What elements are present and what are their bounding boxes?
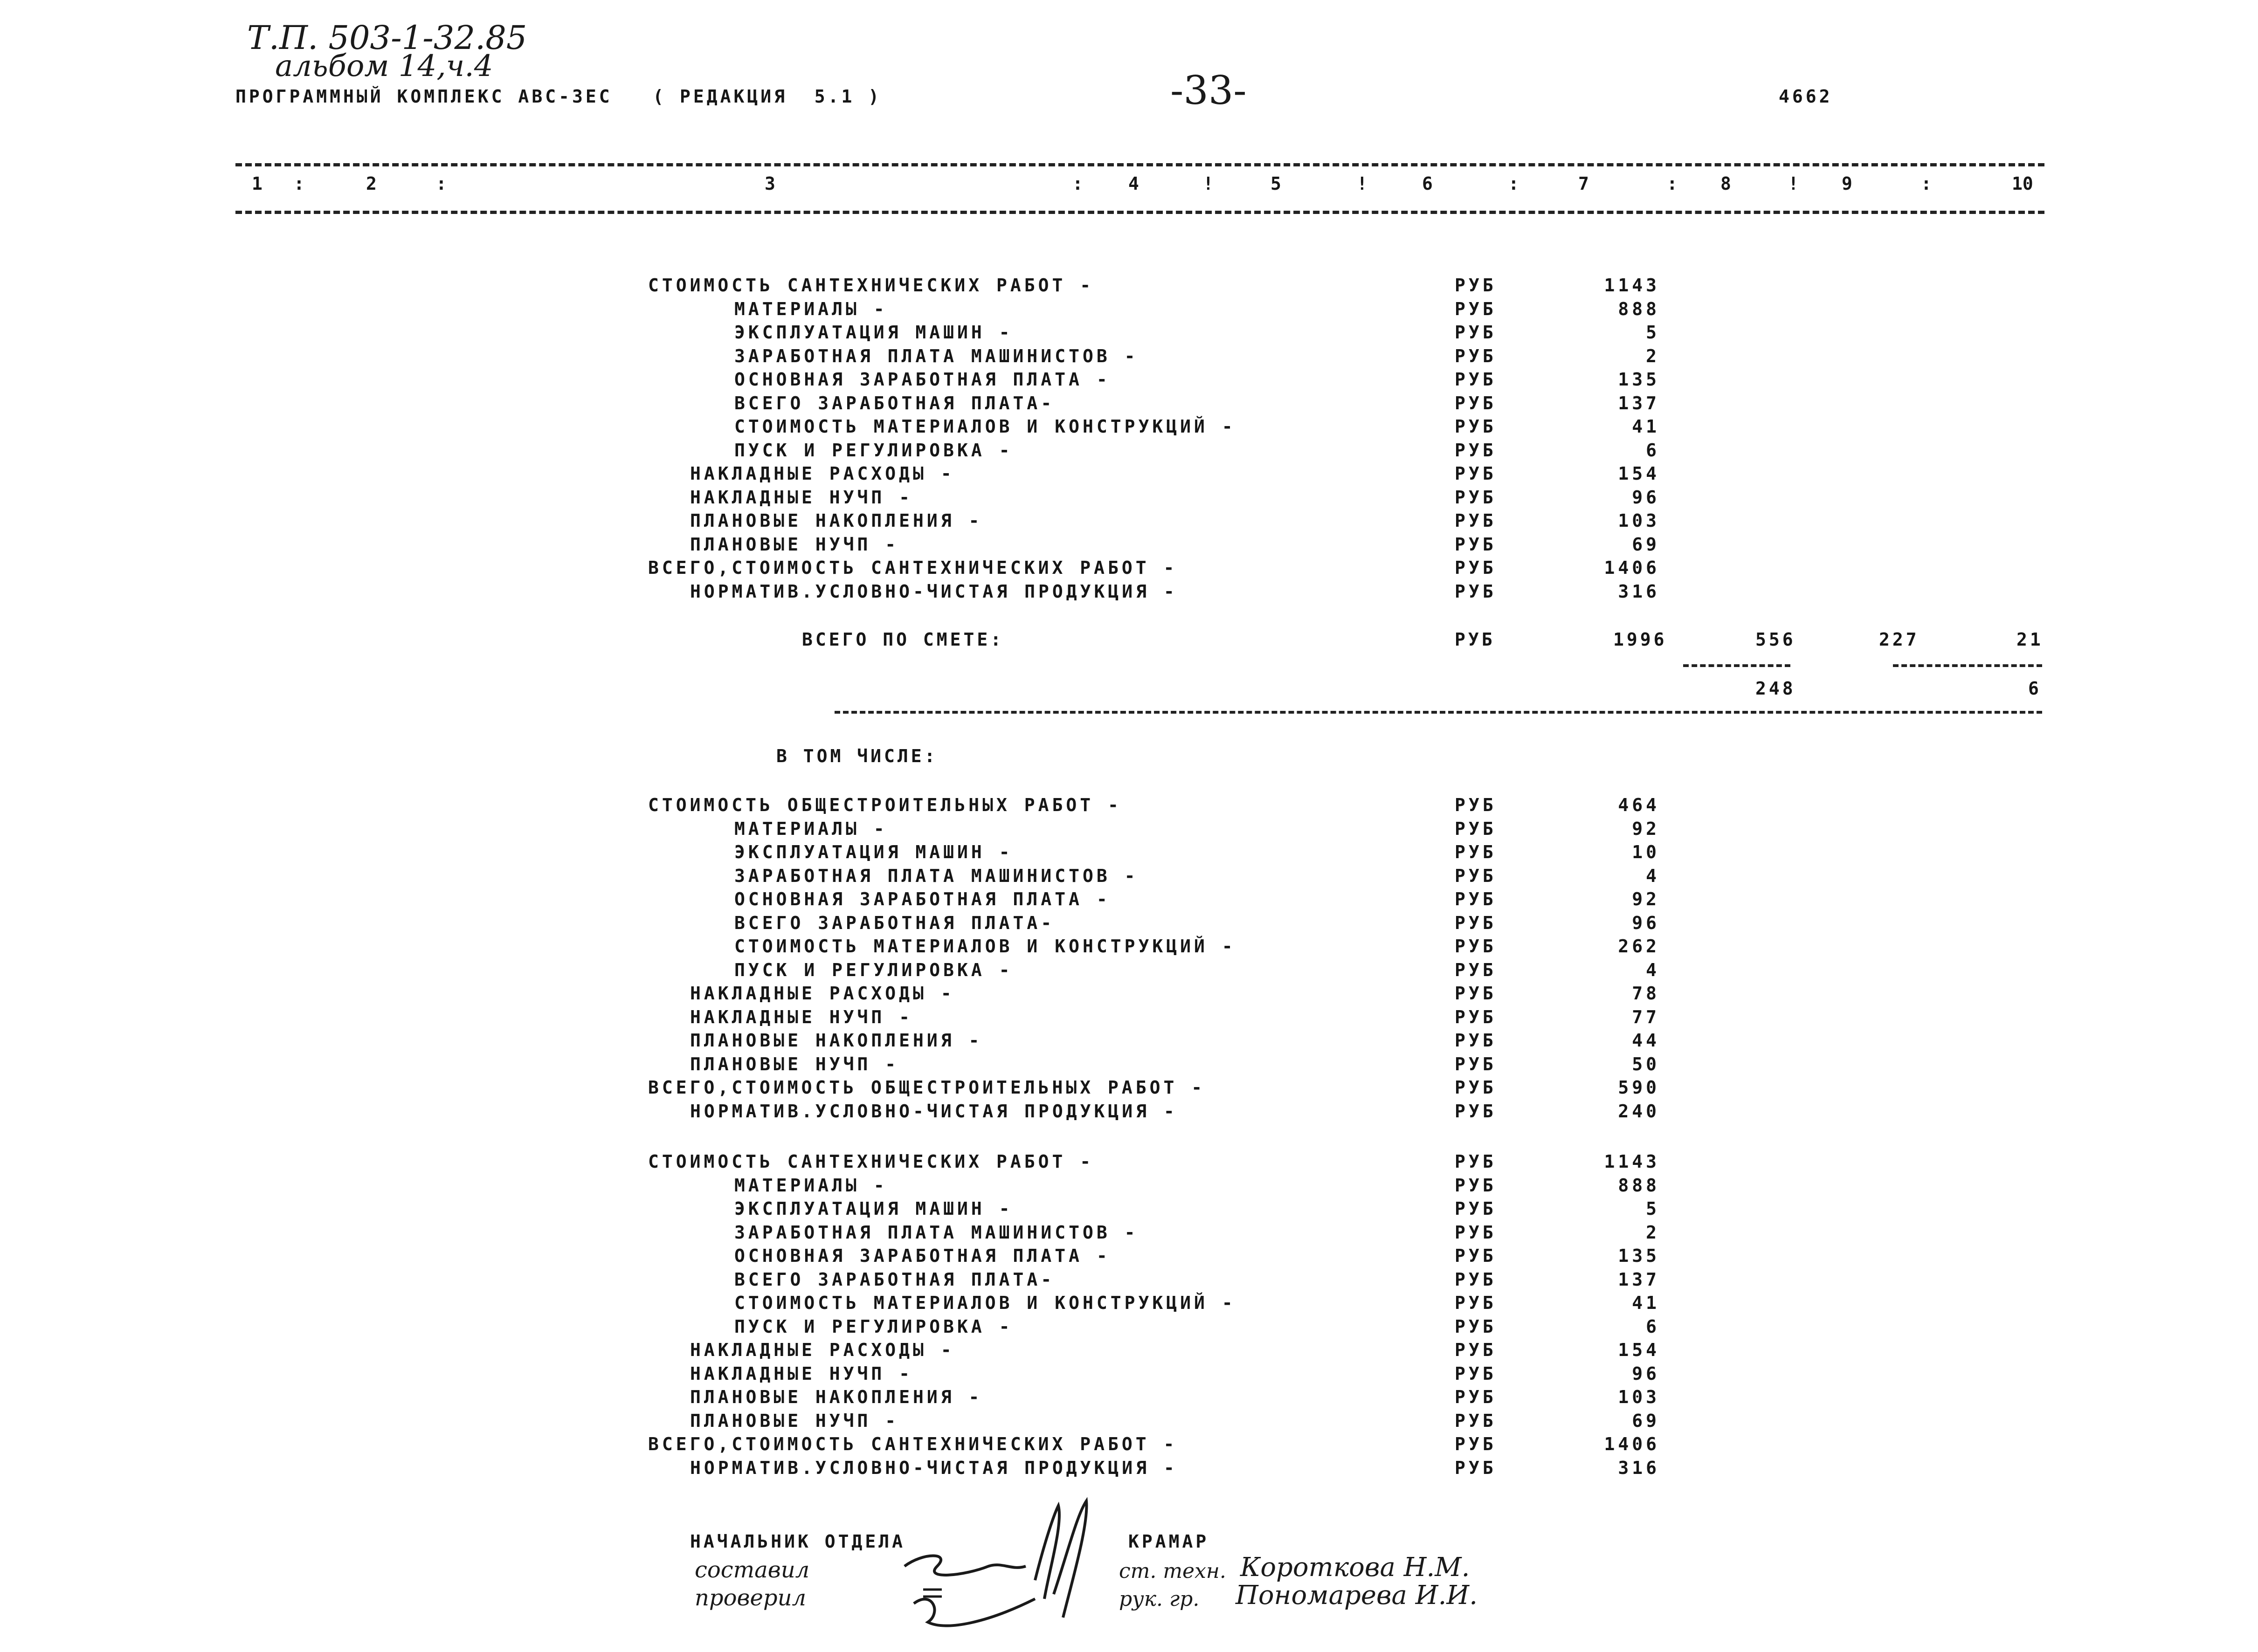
row-value: 590 <box>1618 1077 1660 1098</box>
row-value: 135 <box>1618 1246 1660 1266</box>
col-sep: : <box>436 173 447 194</box>
row-unit: РУБ <box>1455 795 1497 815</box>
row-value: 888 <box>1618 1175 1660 1196</box>
row-unit: РУБ <box>1455 983 1497 1004</box>
row-label: НАКЛАДНЫЕ РАСХОДЫ - <box>690 1340 955 1360</box>
row-unit: РУБ <box>1455 392 1497 413</box>
row-value: 262 <box>1618 936 1660 957</box>
row-value: 1143 <box>1604 275 1660 296</box>
row-label: СТОИМОСТЬ САНТЕХНИЧЕСКИХ РАБОТ - <box>648 275 1094 296</box>
row-value: 69 <box>1632 1410 1660 1431</box>
col-4: 4 <box>1128 173 1139 194</box>
row-label: ЗАРАБОТНАЯ ПЛАТА МАШИНИСТОВ - <box>734 345 1139 366</box>
row-value: 2 <box>1646 1222 1660 1243</box>
row-unit: РУБ <box>1455 1151 1497 1172</box>
row-label: ЗАРАБОТНАЯ ПЛАТА МАШИНИСТОВ - <box>734 1222 1139 1243</box>
handwritten-doc-code: Т.П. 503-1-32.85 <box>247 19 527 57</box>
row-value: 10 <box>1632 842 1660 862</box>
row-label: НАКЛАДНЫЕ РАСХОДЫ - <box>690 983 955 1004</box>
table-row <box>648 1411 1674 1434</box>
row-label: ВСЕГО ЗАРАБОТНАЯ ПЛАТА- <box>734 392 1055 413</box>
row-label: НОРМАТИВ.УСЛОВНО-ЧИСТАЯ ПРОДУКЦИЯ - <box>690 1101 1178 1122</box>
row-label: НАКЛАДНЫЕ РАСХОДЫ - <box>690 463 955 484</box>
row-value: 316 <box>1618 1457 1660 1478</box>
program-title: ПРОГРАММНЫЙ КОМПЛЕКС АВС-3ЕС ( РЕДАКЦИЯ 5.1 ) <box>235 86 882 107</box>
row-label: ПЛАНОВЫЕ НАКОПЛЕНИЯ - <box>690 1030 983 1051</box>
row-unit: РУБ <box>1455 345 1497 366</box>
page-number: -33- <box>1170 68 1247 113</box>
row-label: ЭКСПЛУАТАЦИЯ МАШИН - <box>734 842 1013 862</box>
total-col7: 1996 <box>1613 629 1667 650</box>
row-label: НАКЛАДНЫЕ НУЧП - <box>690 1363 913 1384</box>
table-row <box>648 369 1674 392</box>
row-unit: РУБ <box>1455 581 1497 602</box>
row-unit: РУБ <box>1455 1340 1497 1360</box>
table-row <box>648 1293 1674 1316</box>
row-value: 1406 <box>1604 558 1660 578</box>
row-unit: РУБ <box>1455 1053 1497 1074</box>
table-row <box>648 913 1674 936</box>
row-value: 96 <box>1632 487 1660 508</box>
row-value: 137 <box>1618 1269 1660 1290</box>
row-unit: РУБ <box>1455 865 1497 886</box>
row-unit: РУБ <box>1455 1363 1497 1384</box>
table-row <box>648 1101 1674 1124</box>
table-row <box>648 393 1674 416</box>
table-row <box>648 346 1674 369</box>
row-unit: РУБ <box>1455 1006 1497 1027</box>
row-value: 5 <box>1646 322 1660 343</box>
col-5: 5 <box>1271 173 1281 194</box>
col-sep: ! <box>1203 173 1214 194</box>
checked-role: рук. гр. <box>1119 1587 1200 1611</box>
table-row <box>648 960 1674 983</box>
table-row <box>648 534 1674 558</box>
col-sep: : <box>1667 173 1678 194</box>
handwritten-signature <box>895 1496 1119 1636</box>
row-label: СТОИМОСТЬ ОБЩЕСТРОИТЕЛЬНЫХ РАБОТ - <box>648 795 1122 815</box>
total-col9: 227 <box>1879 629 1920 650</box>
row-unit: РУБ <box>1455 1316 1497 1337</box>
table-row <box>648 936 1674 959</box>
total-unit: РУБ <box>1455 629 1495 650</box>
total-col8-sub: 248 <box>1755 678 1796 699</box>
sub-rule-col8 <box>1683 664 1790 667</box>
row-value: 77 <box>1632 1006 1660 1027</box>
row-value: 78 <box>1632 983 1660 1004</box>
header-rule-top <box>235 163 2044 166</box>
row-unit: РУБ <box>1455 440 1497 461</box>
total-col10: 21 <box>2016 629 2044 650</box>
header-rule-bottom <box>235 211 2044 214</box>
row-label: ПУСК И РЕГУЛИРОВКА - <box>734 1316 1013 1337</box>
col-3: 3 <box>765 173 775 194</box>
table-row <box>648 581 1674 605</box>
row-label: НАКЛАДНЫЕ НУЧП - <box>690 1006 913 1027</box>
row-label: ОСНОВНАЯ ЗАРАБОТНАЯ ПЛАТА - <box>734 889 1111 909</box>
head-title: НАЧАЛЬНИК ОТДЕЛА <box>690 1531 906 1552</box>
row-unit: РУБ <box>1455 534 1497 555</box>
row-unit: РУБ <box>1455 298 1497 319</box>
row-label: НОРМАТИВ.УСЛОВНО-ЧИСТАЯ ПРОДУКЦИЯ - <box>690 1457 1178 1478</box>
row-value: 2 <box>1646 345 1660 366</box>
row-value: 92 <box>1632 818 1660 839</box>
row-label: СТОИМОСТЬ МАТЕРИАЛОВ И КОНСТРУКЦИЙ - <box>734 416 1236 437</box>
row-unit: РУБ <box>1455 959 1497 980</box>
table-row <box>648 1246 1674 1269</box>
table-row <box>648 1340 1674 1363</box>
col-8: 8 <box>1720 173 1731 194</box>
handwritten-album: альбом 14,ч.4 <box>275 49 493 83</box>
col-sep: : <box>1921 173 1932 194</box>
compiled-label: составил <box>695 1557 810 1583</box>
row-unit: РУБ <box>1455 1175 1497 1196</box>
table-row <box>648 1434 1674 1457</box>
total-rule <box>835 711 2042 714</box>
row-label: НАКЛАДНЫЕ НУЧП - <box>690 487 913 508</box>
row-label: ЭКСПЛУАТАЦИЯ МАШИН - <box>734 322 1013 343</box>
table-row <box>648 866 1674 889</box>
total-col8: 556 <box>1755 629 1796 650</box>
row-unit: РУБ <box>1455 1293 1497 1313</box>
row-unit: РУБ <box>1455 322 1497 343</box>
row-label: ВСЕГО,СТОИМОСТЬ ОБЩЕСТРОИТЕЛЬНЫХ РАБОТ - <box>648 1077 1206 1098</box>
row-value: 4 <box>1646 959 1660 980</box>
row-label: ОСНОВНАЯ ЗАРАБОТНАЯ ПЛАТА - <box>734 369 1111 390</box>
row-unit: РУБ <box>1455 912 1497 933</box>
col-9: 9 <box>1842 173 1852 194</box>
table-row <box>648 983 1674 1006</box>
row-value: 50 <box>1632 1053 1660 1074</box>
row-label: ПЛАНОВЫЕ НАКОПЛЕНИЯ - <box>690 1387 983 1407</box>
compiled-role: ст. техн. <box>1119 1559 1226 1583</box>
sub-rule-col10 <box>1893 664 2042 667</box>
row-unit: РУБ <box>1455 369 1497 390</box>
col-sep: : <box>294 173 304 194</box>
doc-number: 4662 <box>1779 86 1833 107</box>
row-unit: РУБ <box>1455 1410 1497 1431</box>
row-value: 41 <box>1632 1293 1660 1313</box>
row-unit: РУБ <box>1455 1269 1497 1290</box>
compiled-name: Короткова Н.М. <box>1240 1552 1470 1583</box>
row-unit: РУБ <box>1455 1457 1497 1478</box>
col-1: 1 <box>252 173 262 194</box>
table-row <box>648 819 1674 842</box>
row-label: СТОИМОСТЬ МАТЕРИАЛОВ И КОНСТРУКЦИЙ - <box>734 936 1236 957</box>
row-label: МАТЕРИАЛЫ - <box>734 818 888 839</box>
table-row <box>648 1077 1674 1101</box>
row-value: 69 <box>1632 534 1660 555</box>
row-value: 464 <box>1618 795 1660 815</box>
table-row <box>648 275 1674 298</box>
row-unit: РУБ <box>1455 463 1497 484</box>
row-unit: РУБ <box>1455 416 1497 437</box>
row-value: 5 <box>1646 1198 1660 1219</box>
total-col10-sub: 6 <box>2028 678 2042 699</box>
row-value: 103 <box>1618 1387 1660 1407</box>
table-row <box>648 1175 1674 1198</box>
table-row <box>648 1458 1674 1481</box>
row-value: 92 <box>1632 889 1660 909</box>
row-label: МАТЕРИАЛЫ - <box>734 1175 888 1196</box>
row-label: ПУСК И РЕГУЛИРОВКА - <box>734 440 1013 461</box>
row-unit: РУБ <box>1455 1030 1497 1051</box>
table-row <box>648 487 1674 510</box>
table-row <box>648 1198 1674 1222</box>
col-sep: ! <box>1357 173 1367 194</box>
table-row <box>648 1054 1674 1077</box>
row-unit: РУБ <box>1455 510 1497 531</box>
row-unit: РУБ <box>1455 275 1497 296</box>
col-sep: ! <box>1788 173 1799 194</box>
row-value: 1406 <box>1604 1434 1660 1454</box>
col-10: 10 <box>2012 173 2033 194</box>
row-value: 137 <box>1618 392 1660 413</box>
row-unit: РУБ <box>1455 1198 1497 1219</box>
table-row <box>648 1222 1674 1246</box>
row-unit: РУБ <box>1455 889 1497 909</box>
table-row <box>648 510 1674 534</box>
table-row <box>648 1363 1674 1387</box>
row-value: 6 <box>1646 440 1660 461</box>
table-row <box>648 1030 1674 1053</box>
row-label: ПУСК И РЕГУЛИРОВКА - <box>734 959 1013 980</box>
row-unit: РУБ <box>1455 936 1497 957</box>
row-label: ПЛАНОВЫЕ НАКОПЛЕНИЯ - <box>690 510 983 531</box>
head-name: КРАМАР <box>1128 1531 1209 1552</box>
table-row <box>648 795 1674 818</box>
table-row <box>648 1151 1674 1175</box>
row-unit: РУБ <box>1455 558 1497 578</box>
row-unit: РУБ <box>1455 842 1497 862</box>
row-unit: РУБ <box>1455 818 1497 839</box>
row-label: ВСЕГО ЗАРАБОТНАЯ ПЛАТА- <box>734 1269 1055 1290</box>
row-label: ПЛАНОВЫЕ НУЧП - <box>690 1053 899 1074</box>
row-label: ПЛАНОВЫЕ НУЧП - <box>690 534 899 555</box>
checked-name: Пономарева И.И. <box>1236 1580 1478 1611</box>
row-value: 154 <box>1618 1340 1660 1360</box>
table-row <box>648 1269 1674 1293</box>
row-value: 316 <box>1618 581 1660 602</box>
col-sep: : <box>1508 173 1519 194</box>
in-that-number-heading: В ТОМ ЧИСЛЕ: <box>776 746 938 766</box>
row-value: 96 <box>1632 1363 1660 1384</box>
row-unit: РУБ <box>1455 487 1497 508</box>
row-label: ПЛАНОВЫЕ НУЧП - <box>690 1410 899 1431</box>
table-row <box>648 1387 1674 1410</box>
row-value: 1143 <box>1604 1151 1660 1172</box>
row-unit: РУБ <box>1455 1222 1497 1243</box>
row-unit: РУБ <box>1455 1101 1497 1122</box>
row-value: 154 <box>1618 463 1660 484</box>
table-row <box>648 416 1674 440</box>
row-value: 103 <box>1618 510 1660 531</box>
row-label: ВСЕГО,СТОИМОСТЬ САНТЕХНИЧЕСКИХ РАБОТ - <box>648 558 1178 578</box>
col-6: 6 <box>1422 173 1433 194</box>
table-row <box>648 463 1674 487</box>
col-sep: : <box>1072 173 1083 194</box>
row-label: ЗАРАБОТНАЯ ПЛАТА МАШИНИСТОВ - <box>734 865 1139 886</box>
row-label: НОРМАТИВ.УСЛОВНО-ЧИСТАЯ ПРОДУКЦИЯ - <box>690 581 1178 602</box>
row-label: ВСЕГО ЗАРАБОТНАЯ ПЛАТА- <box>734 912 1055 933</box>
row-value: 96 <box>1632 912 1660 933</box>
row-value: 44 <box>1632 1030 1660 1051</box>
row-unit: РУБ <box>1455 1387 1497 1407</box>
table-row <box>648 558 1674 581</box>
row-label: СТОИМОСТЬ МАТЕРИАЛОВ И КОНСТРУКЦИЙ - <box>734 1293 1236 1313</box>
row-value: 4 <box>1646 865 1660 886</box>
total-label: ВСЕГО ПО СМЕТЕ: <box>802 629 1004 650</box>
table-row <box>648 842 1674 865</box>
table-row <box>648 440 1674 463</box>
row-value: 41 <box>1632 416 1660 437</box>
row-label: ЭКСПЛУАТАЦИЯ МАШИН - <box>734 1198 1013 1219</box>
row-label: МАТЕРИАЛЫ - <box>734 298 888 319</box>
row-value: 888 <box>1618 298 1660 319</box>
table-row <box>648 322 1674 345</box>
table-row <box>648 889 1674 912</box>
row-label: СТОИМОСТЬ САНТЕХНИЧЕСКИХ РАБОТ - <box>648 1151 1094 1172</box>
row-unit: РУБ <box>1455 1434 1497 1454</box>
table-row <box>648 1316 1674 1340</box>
col-2: 2 <box>366 173 377 194</box>
row-value: 6 <box>1646 1316 1660 1337</box>
row-label: ОСНОВНАЯ ЗАРАБОТНАЯ ПЛАТА - <box>734 1246 1111 1266</box>
row-label: ВСЕГО,СТОИМОСТЬ САНТЕХНИЧЕСКИХ РАБОТ - <box>648 1434 1178 1454</box>
table-row <box>648 1007 1674 1030</box>
row-unit: РУБ <box>1455 1077 1497 1098</box>
col-7: 7 <box>1578 173 1589 194</box>
row-value: 135 <box>1618 369 1660 390</box>
table-row <box>648 299 1674 322</box>
checked-label: проверил <box>695 1585 807 1611</box>
row-value: 240 <box>1618 1101 1660 1122</box>
row-unit: РУБ <box>1455 1246 1497 1266</box>
